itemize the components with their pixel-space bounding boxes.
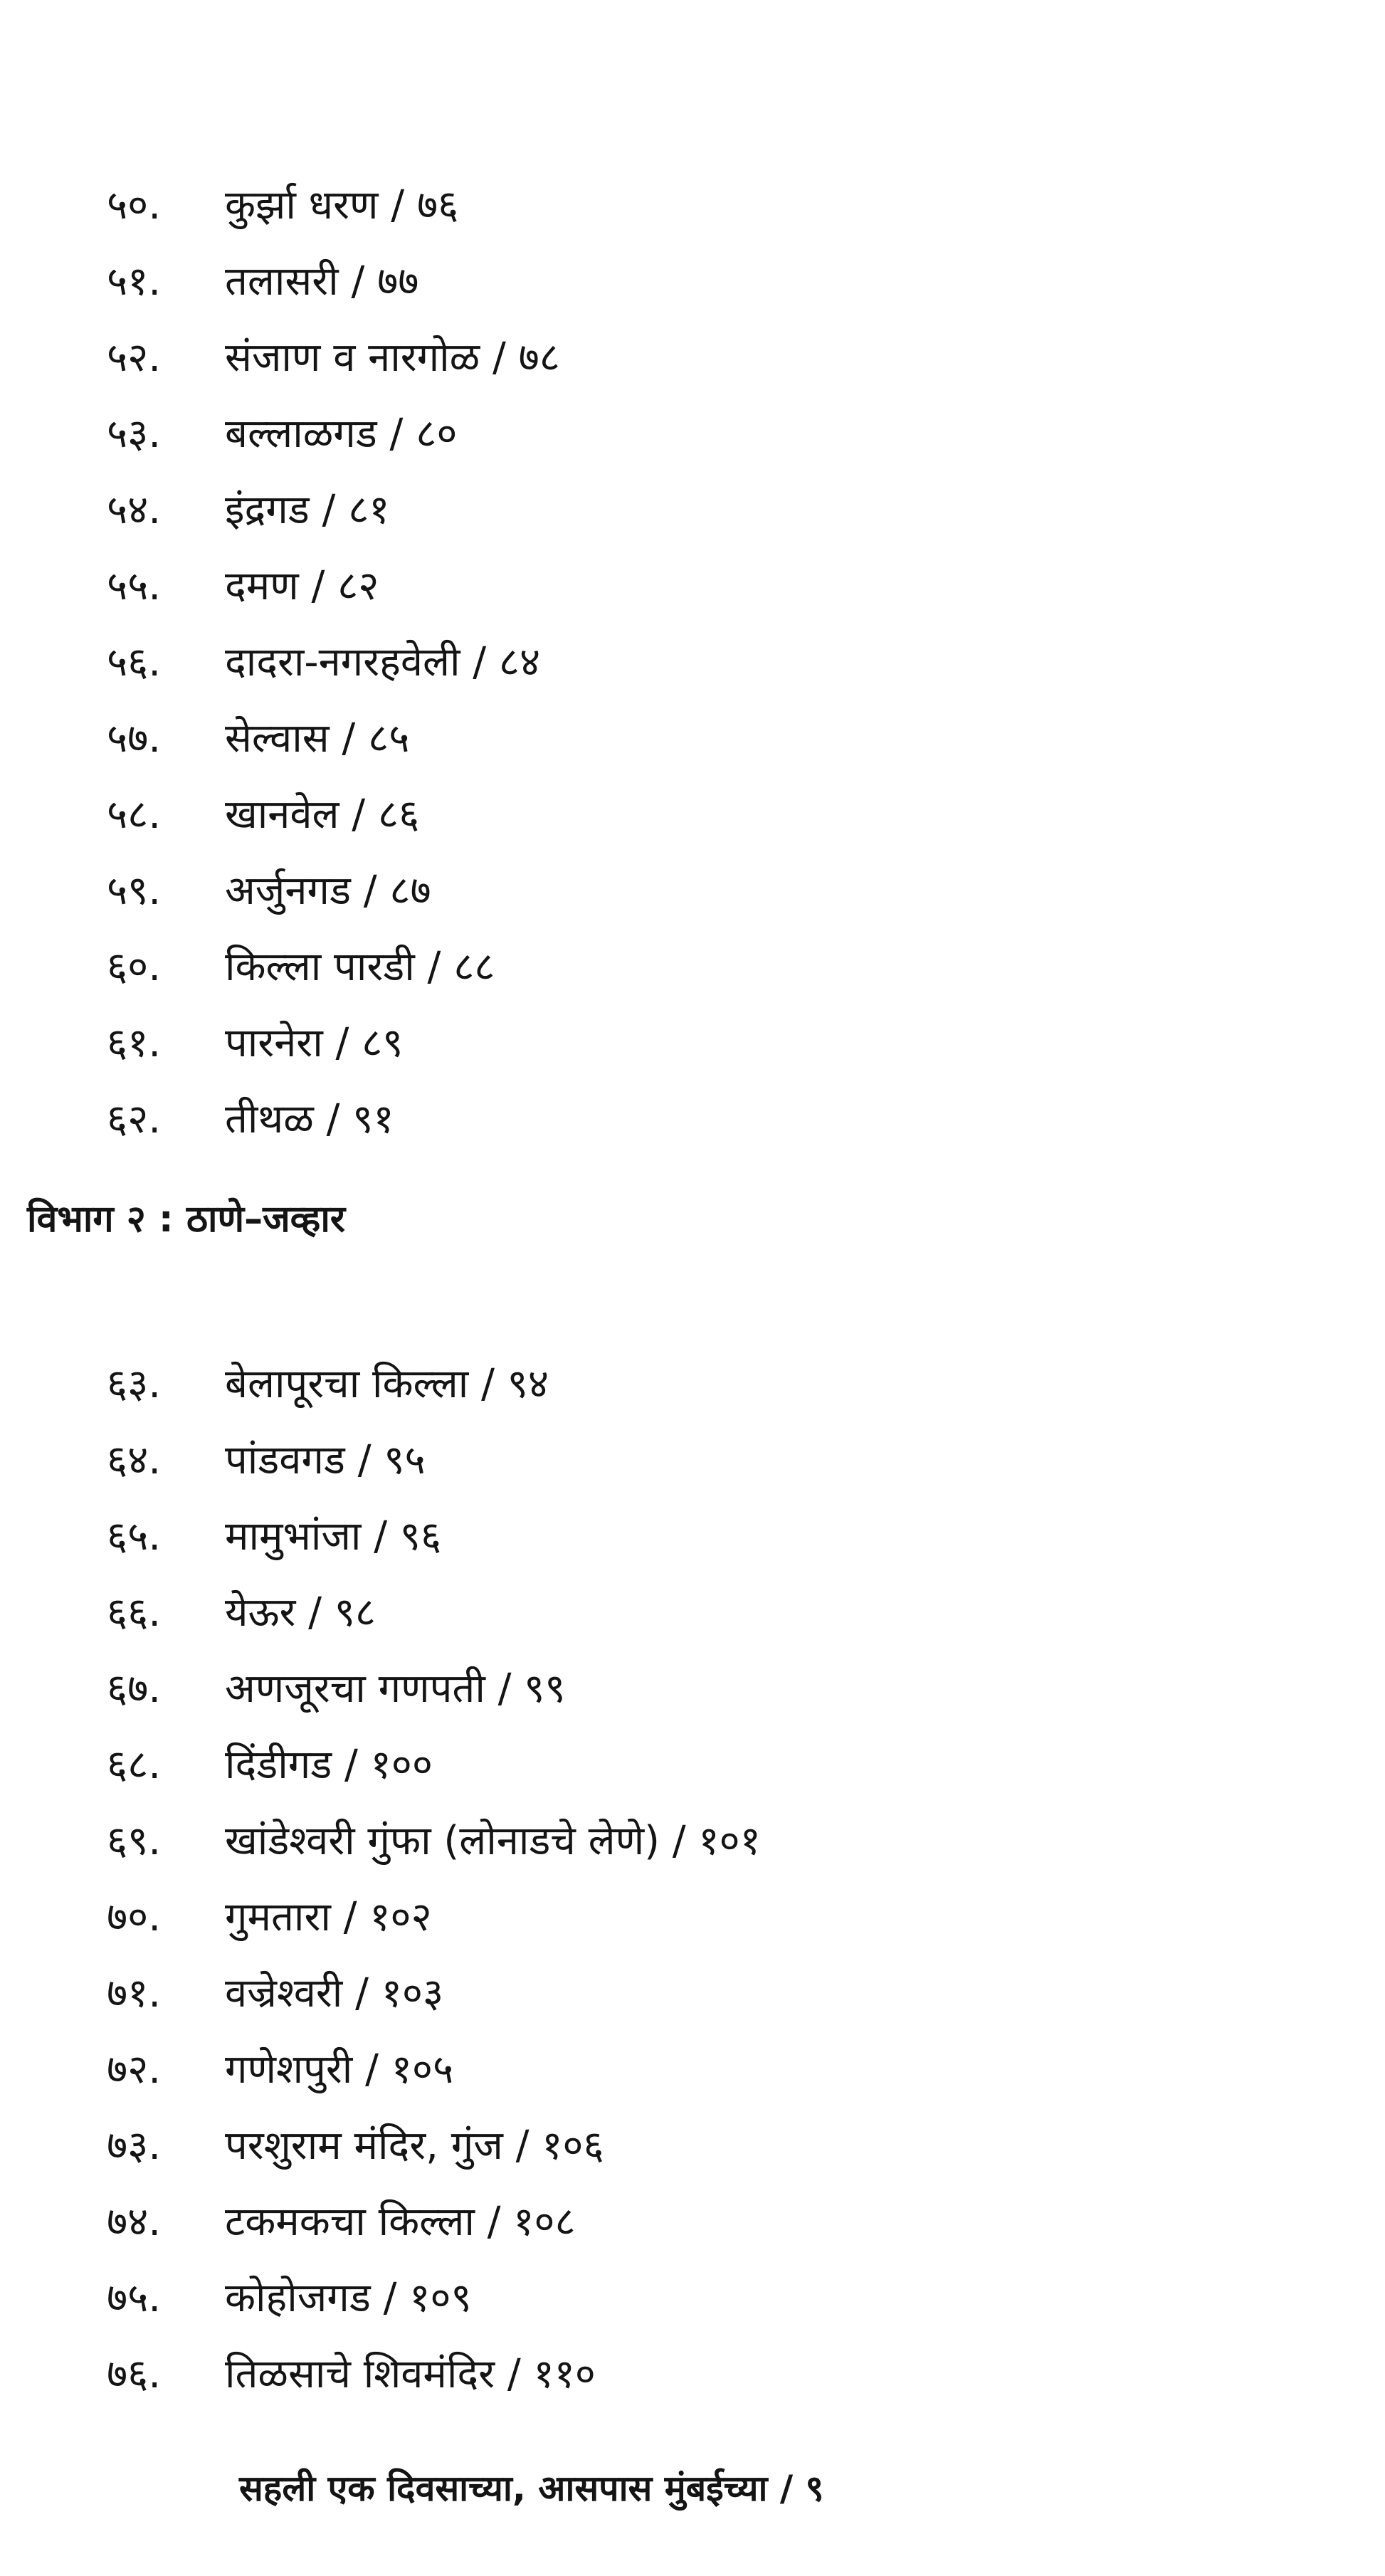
toc-item (107, 317, 560, 394)
toc-item-number: ७१. (107, 1970, 162, 2017)
toc-item-number: ५६. (107, 638, 162, 685)
toc-item-number: ५५. (107, 562, 162, 609)
toc-item (107, 546, 560, 622)
toc-item (107, 1801, 761, 1877)
toc-item (107, 1572, 761, 1649)
toc-item (107, 1953, 761, 2029)
toc-item (107, 1420, 761, 1496)
toc-item-number: ७५. (107, 2274, 162, 2321)
toc-item-number: ५२. (107, 334, 162, 381)
toc-item-number: ५८. (107, 791, 162, 838)
page-footer: सहली एक दिवसाच्या, आसपास मुंबईच्या / ९ (239, 2468, 824, 2509)
toc-item-number: ६८. (107, 1741, 162, 1788)
toc-item (107, 470, 560, 546)
toc-item-title: टकमकचा किल्ला / १०८ (225, 2198, 576, 2245)
toc-item-number: ५१. (107, 258, 162, 305)
toc-item-number: ७४. (107, 2198, 162, 2245)
toc-item (107, 1079, 560, 1155)
toc-item-number: ६३. (107, 1360, 162, 1407)
toc-item-title: येऊर / ९८ (225, 1589, 376, 1636)
toc-item-title: दिंडीगड / १०० (225, 1741, 433, 1788)
toc-item (107, 622, 560, 698)
toc-item-title: तिळसाचे शिवमंदिर / ११० (225, 2350, 596, 2397)
toc-item (107, 1649, 761, 1725)
toc-item (107, 851, 560, 927)
toc-item-title: पांडवगड / ९५ (225, 1436, 426, 1483)
toc-item (107, 2182, 761, 2258)
toc-item-title: दादरा-नगरहवेली / ८४ (225, 638, 541, 685)
toc-item-title: मामुभांजा / ९६ (225, 1513, 442, 1560)
toc-item (107, 1344, 761, 1420)
toc-item-title: संजाण व नारगोळ / ७८ (225, 334, 560, 381)
toc-item-title: अणजूरचा गणपती / ९९ (225, 1665, 566, 1712)
toc-item-number: ६५. (107, 1513, 162, 1560)
toc-item-title: परशुराम मंदिर, गुंज / १०६ (225, 2122, 604, 2169)
toc-item (107, 1496, 761, 1572)
toc-item-number: ५३. (107, 410, 162, 457)
toc-item-number: ६२. (107, 1095, 162, 1142)
section-heading: विभाग २ : ठाणे–जव्हार (27, 1198, 346, 1241)
toc-item-number: ६६. (107, 1589, 162, 1636)
toc-item-title: अर्जुनगड / ८७ (225, 867, 431, 914)
toc-item (107, 698, 560, 774)
toc-item (107, 2334, 761, 2410)
toc-item-number: ७३. (107, 2122, 162, 2169)
toc-list-part2 (107, 1344, 761, 2410)
toc-item-title: बेलापूरचा किल्ला / ९४ (225, 1360, 549, 1407)
toc-item (107, 241, 560, 317)
toc-item-title: गणेशपुरी / १०५ (225, 2046, 454, 2093)
toc-item-number: ७६. (107, 2350, 162, 2397)
toc-item-title: दमण / ८२ (225, 562, 379, 609)
toc-item (107, 774, 560, 851)
toc-item (107, 1003, 560, 1079)
toc-item-number: ६४. (107, 1436, 162, 1483)
toc-list-part1 (107, 165, 560, 1155)
toc-item-title: इंद्रगड / ८१ (225, 486, 390, 533)
toc-item-number: ७०. (107, 1893, 162, 1940)
toc-item-number: ६७. (107, 1665, 162, 1712)
toc-item-number: ५०. (107, 182, 162, 228)
toc-item (107, 2258, 761, 2334)
toc-item-title: खानवेल / ८६ (225, 791, 420, 838)
toc-item-title: किल्ला पारडी / ८८ (225, 943, 495, 990)
toc-item-title: बल्लाळगड / ८० (225, 410, 458, 457)
toc-item-number: ६०. (107, 943, 162, 990)
toc-item-title: वज्रेश्वरी / १०३ (225, 1970, 444, 2017)
toc-item-title: कुर्झा धरण / ७६ (225, 182, 459, 228)
toc-item (107, 927, 560, 1003)
toc-item-title: तलासरी / ७७ (225, 258, 419, 305)
toc-item (107, 2106, 761, 2182)
toc-item-number: ५७. (107, 715, 162, 762)
toc-item-title: कोहोजगड / १०९ (225, 2274, 472, 2321)
toc-item-title: तीथळ / ९१ (225, 1095, 394, 1142)
toc-item (107, 165, 560, 241)
toc-item (107, 2029, 761, 2106)
toc-item-number: ६९. (107, 1817, 162, 1864)
toc-item-number: ५४. (107, 486, 162, 533)
toc-item (107, 1725, 761, 1801)
toc-item-title: गुमतारा / १०२ (225, 1893, 432, 1940)
toc-item-number: ७२. (107, 2046, 162, 2093)
toc-item-title: पारनेरा / ८९ (225, 1019, 404, 1066)
toc-item-number: ५९. (107, 867, 162, 914)
toc-item-title: खांडेश्वरी गुंफा (लोनाडचे लेणे) / १०१ (225, 1817, 761, 1864)
toc-item (107, 1877, 761, 1953)
toc-item-number: ६१. (107, 1019, 162, 1066)
toc-item-title: सेल्वास / ८५ (225, 715, 410, 762)
toc-item (107, 394, 560, 470)
